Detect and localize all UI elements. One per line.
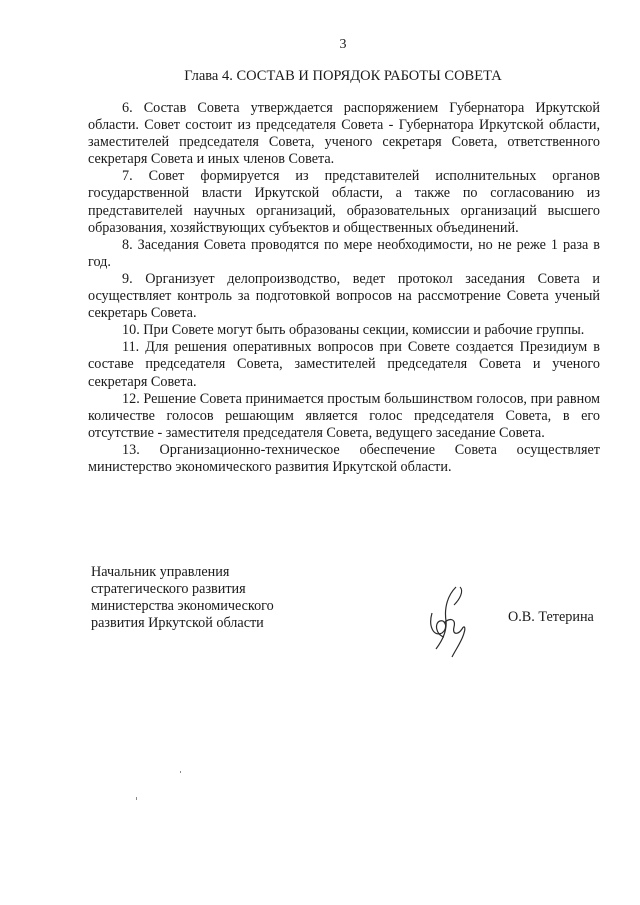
paragraph-12: 12. Решение Совета принимается простым большинством голосов, при равном количестве голосов решающим является голос председателя Совета, в его отсутствие - заместителя председателя Совета, ведущего заседание Совета. [88,390,600,441]
signer-position-line: стратегического развития [91,581,246,597]
signer-position-line: развития Иркутской области [91,615,264,631]
paragraph-13: 13. Организационно-техническое обеспечение Совета осуществляет министерство экономического развития Иркутской области. [88,441,600,475]
scan-speck [136,797,137,800]
signer-position [91,564,274,632]
paragraph-11: 11. Для решения оперативных вопросов при Совете создается Президиум в составе председателя Совета, заместителей председателя Совета и ученого секретаря Совета. [88,339,600,390]
handwritten-signature [426,583,470,661]
scan-speck [180,771,181,773]
paragraph-6: 6. Состав Совета утверждается распоряжением Губернатора Иркутской области. Совет состоит из председателя Совета - Губернатора Иркутской области, заместителей председателя Совета, ученого секретаря Совета, ответственного секретаря Совета и иных членов Совета. [88,100,600,168]
paragraph-7: 7. Совет формируется из представителей исполнительных органов государственной власти Иркутской области, а также по согласованию из представителей научных организаций, образовательных организаций высшего образования, хозяйствующих субъектов и общественных объединений. [88,168,600,236]
chapter-title: Глава 4. СОСТАВ И ПОРЯДОК РАБОТЫ СОВЕТА [184,68,502,84]
signer-position-line: Начальник управления [91,564,230,580]
paragraph-10: 10. При Совете могут быть образованы секции, комиссии и рабочие группы. [122,322,585,339]
paragraph-8: 8. Заседания Совета проводятся по мере необходимости, но не реже 1 раза в год. [88,236,600,270]
body-text [88,100,600,476]
signer-position-line: министерства экономического [91,598,274,614]
page-number: 3 [339,37,347,52]
signer-name: О.В. Тетерина [508,609,594,625]
paragraph-9: 9. Организует делопроизводство, ведет протокол заседания Совета и осуществляет контроль за подготовкой вопросов на рассмотрение Совета ученый секретарь Совета. [88,270,600,322]
